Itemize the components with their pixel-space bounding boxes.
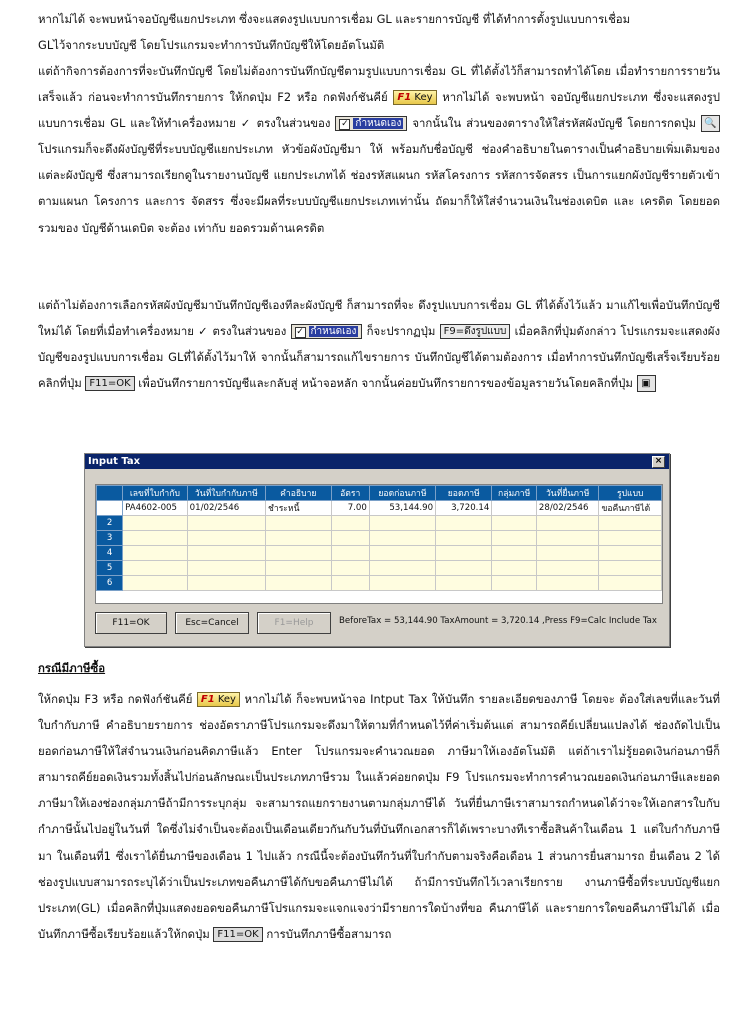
table-cell[interactable] <box>331 576 369 591</box>
text-run: แต่ถ้าไม่ต้องการเลือกรหัสผังบัญชีมาบันทึกบัญชีเองทีละผังบัญชี ก็สามารถที่จะ ดึงรูปแบบการเชื่อม GL ที่ได้ตั้งไว้แล้ว มาแก้ไขเพื่อบันทึกบัญชีใหม่ได้ โดยที่เมื่อทำเครื่องหมาย ✓ ตรงในส่วนของ <box>38 298 720 339</box>
text-run: ก็จะปรากฏปุ่ม <box>366 324 436 339</box>
row-number: 1 <box>97 501 123 516</box>
close-icon[interactable]: × <box>652 456 665 468</box>
table-cell[interactable]: 53,144.90 <box>369 501 435 516</box>
table-cell[interactable] <box>266 516 332 531</box>
table-cell[interactable] <box>187 576 265 591</box>
table-cell[interactable] <box>331 516 369 531</box>
table-cell[interactable]: 01/02/2546 <box>187 501 265 516</box>
table-cell[interactable] <box>536 516 599 531</box>
f11-ok-button-image: F11=OK <box>213 927 262 942</box>
table-cell[interactable] <box>266 546 332 561</box>
column-header: กลุ่มภาษี <box>492 486 537 501</box>
table-cell[interactable] <box>331 531 369 546</box>
table-cell[interactable]: ขอคืนภาษีได้ <box>599 501 662 516</box>
table-cell[interactable] <box>187 546 265 561</box>
table-cell[interactable] <box>123 576 188 591</box>
f1-key-icon: F1 Key <box>197 692 240 707</box>
table-cell[interactable] <box>369 546 435 561</box>
text-run: หากไม่ได้ จะพบหน้า จอบัญชีแยกประเภท ซึ่งจะแสดงรูปแบบการเชื่อม GL และให้ทำเครื่องหมาย ✓ ตรงในส่วนของ <box>38 90 720 131</box>
table-cell[interactable] <box>492 561 537 576</box>
text-line: หากไม่ได้ จะพบหน้าจอบัญชีแยกประเภท ซึ่งจะแสดงรูปแบบการเชื่อม GL และรายการบัญชี ที่ได้ทำการตั้งรูปแบบการเชื่อม <box>38 12 631 26</box>
column-header: วันที่ยื่นภาษี <box>536 486 599 501</box>
lookup-search-icon: 🔍 <box>701 115 720 132</box>
table-row <box>97 576 662 591</box>
tax-table <box>96 485 662 591</box>
table-cell[interactable]: ชำระหนี้ <box>266 501 332 516</box>
text-run: เพื่อบันทึกรายการบัญชีและกลับสู่ หน้าจอหลัก จากนั้นค่อยบันทึกรายการของข้อมูลรายวันโดยคลิกที่ปุ่ม <box>138 376 633 391</box>
text-run: โปรแกรมก็จะดึงผังบัญชีที่ระบบบัญชีแยกประเภท หัวข้อผังบัญชีมา ให้ พร้อมกับชื่อบัญชี ช่องคำอธิบายในตารางเป็นคำอธิบายเพิ่มเติมของแต่ละผังบัญชี ซึ่งสามารถเรียกดูในรายงานบัญชี แยกประเภทได้ ช่องรหัสแผนก รหัสโครงการ รหัสการจัดสรร เป็นการแยกผังบัญชีรายตัวเข้าตามแผนก โครงการ และการ จัดสรร ซึ่งจะมีผลที่ระบบบัญชีแยกประเภทเท่านั้น ถัดมาก็ให้ใส่จำนวนเงินในช่องเดบิต และ เครดิต โดยยอดรวมของ บัญชีด้านเดบิต จะต้อง เท่ากับ ยอดรวมด้านเครดิต <box>38 142 720 235</box>
manual-checkbox-image: ✓ กำหนดเอง <box>291 324 363 339</box>
paragraph-manual-gl <box>38 58 720 241</box>
row-number: 6 <box>97 576 123 591</box>
table-cell[interactable] <box>187 516 265 531</box>
table-cell[interactable] <box>369 516 435 531</box>
table-row <box>97 501 662 516</box>
column-header: คำอธิบาย <box>266 486 332 501</box>
f11-ok-button-image: F11=OK <box>85 376 134 391</box>
row-number: 2 <box>97 516 123 531</box>
table-cell[interactable] <box>536 546 599 561</box>
f1-key-icon: F1 Key <box>393 90 436 105</box>
table-cell[interactable] <box>599 561 662 576</box>
text-run: เมื่อคลิกที่ปุ่มดังกล่าว โปรแกรมจะแสดงผังบัญชีของรูปแบบการเชื่อม GLที่ได้ตั้งไว้มาให้ จากนั้นก็สามารถแก้ไขรายการ บันทึกบัญชีได้ตามต้องการ เมื่อทำการบันทึกบัญชีเสร็จเรียบร้อยคลิกที่ปุ่ม <box>38 324 721 391</box>
help-button[interactable]: F1=Help <box>257 612 331 634</box>
table-cell[interactable] <box>266 531 332 546</box>
table-cell[interactable] <box>599 531 662 546</box>
table-cell[interactable] <box>123 531 188 546</box>
table-cell[interactable] <box>436 561 492 576</box>
table-cell[interactable] <box>436 516 492 531</box>
paragraph-load-template <box>38 292 720 396</box>
table-cell[interactable] <box>369 576 435 591</box>
column-header: รูปแบบ <box>599 486 662 501</box>
table-row <box>97 516 662 531</box>
table-cell[interactable]: 28/02/2546 <box>536 501 599 516</box>
table-row <box>97 546 662 561</box>
column-header: วันที่ใบกำกับภาษี <box>187 486 265 501</box>
status-text: BeforeTax = 53,144.90 TaxAmount = 3,720.14 ,Press F9=Calc Include Tax <box>339 616 658 626</box>
table-row <box>97 561 662 576</box>
table-row <box>97 531 662 546</box>
text-line: GLไว้จากระบบบัญชี โดยโปรแกรมจะทำการบันทึกบัญชีให้โดยอัตโนมัติ <box>38 38 385 53</box>
paragraph-input-tax <box>38 686 720 947</box>
table-cell[interactable] <box>266 561 332 576</box>
text-run: แต่ถ้ากิจการต้องการที่จะบันทึกบัญชี โดยไม่ต้องการบันทึกบัญชีตามรูปแบบการเชื่อม GL ที่ได้ตั้งไว้ก็สามารถทำได้โดย เมื่อทำรายการรายวันเสร็จแล้ว ก่อนจะทำการบันทึกรายการ ให้กดปุ่ม F2 หรือ กดฟังก์ชันคีย์ <box>38 64 720 105</box>
column-header: เลขที่ใบกำกับ <box>123 486 188 501</box>
table-cell[interactable] <box>436 576 492 591</box>
table-cell[interactable] <box>436 546 492 561</box>
table-cell[interactable] <box>599 546 662 561</box>
table-cell[interactable] <box>436 531 492 546</box>
table-cell[interactable] <box>123 561 188 576</box>
manual-checkbox-image: ✓ กำหนดเอง <box>335 116 407 131</box>
text-run: ให้กดปุ่ม F3 หรือ กดฟังก์ชันคีย์ <box>38 692 193 706</box>
section-heading: กรณีมีภาษีซื้อ <box>38 661 106 675</box>
column-header: ยอดภาษี <box>436 486 492 501</box>
table-cell[interactable] <box>536 561 599 576</box>
text-run: หากไม่ได้ ก็จะพบหน้าจอ Intput Tax ให้บันทึก รายละเอียดของภาษี โดยจะ ต้องใส่เลขที่และวันที่ใบกำกับภาษี คำอธิบายรายการ ช่องอัตราภาษีโปรแกรมจะดึงมาให้ตามที่กำหนดไว้ที่ค่าเริ่มต้นแต่ สามารถคีย์เปลี่ยนแปลงได้ ช่องถัดไปเป็นยอดก่อนภาษีให้ใส่จำนวนเงินก่อนคิดภาษีแล้ว Enter โปรแกรมจะคำนวณยอด ภาษีมาให้เองอัตโนมัติ แต่ถ้าเราไม่รู้ยอดเงินก่อนภาษีก็สามารถคีย์ยอดเงินรวมทั้งสิ้นไปก่อนลักษณะเป็นประเภทภาษีรวม ในแล้วค่อยกดปุ่ม F9 โปรแกรมจะทำการคำนวณยอดเงินก่อนภาษีและยอดภาษีมาให้เองช่องกลุ่มภาษีถ้ามีการระบุกลุ่ม จะสามารถแยกรายงานตามกลุ่มภาษีได้ วันที่ยื่นภาษีเราสามารถกำหนดได้ว่าจะให้เอกสารใบกับกำภาษีนั้นไปอยู่ในวันที่ ใดซึ่งไม่จำเป็นจะต้องเป็นเดือนเดียวกันกับวันที่บันทึกเอกสารก็ได้เพราะบางทีเราซื้อสินค้าในเดือน 1 แต่ใบกำกับภาษีมา ในเดือนที่1 ซึ่งเราได้ยื่นภาษีของเดือน 1 ไปแล้ว กรณีนี้จะต้องบันทึกวันที่ใบกำกับตามจริงคือเดือน 1 ส่วนการยื่นสามารถ ยื่นเดือน 2 ได้ ช่องรูปแบบสามารถระบุได้ว่าเป็นประเภทขอคืนภาษีได้กับขอคืนภาษีไม่ได้ ถ้ามีการบันทึกไว้เวลาเรียกราย งานภาษีซื้อที่ระบบบัญชีแยกประเภท(GL) เมื่อคลิกที่ปุ่มแสดงยอดขอคืนภาษีโปรแกรมจะแจกแจงว่ามีรายการใดบ้างที่ขอ คืนภาษีได้ และรายการใดขอคืนภาษีไม่ได้ เมื่อบันทึกภาษีซื้อเรียบร้อยแล้วให้กดปุ่ม <box>38 692 721 941</box>
table-cell[interactable] <box>187 531 265 546</box>
paragraph-gl-intro <box>38 6 720 58</box>
text-run: การบันทึกภาษีซื้อสามารถ <box>266 926 392 941</box>
table-cell[interactable] <box>492 531 537 546</box>
save-disk-icon: ▣ <box>637 375 656 392</box>
cancel-button[interactable]: Esc=Cancel <box>175 612 249 634</box>
dialog-title: Input Tax <box>88 456 141 467</box>
row-number: 4 <box>97 546 123 561</box>
table-cell[interactable] <box>187 561 265 576</box>
row-number: 5 <box>97 561 123 576</box>
table-cell[interactable] <box>492 546 537 561</box>
table-cell[interactable]: PA4602-005 <box>123 501 188 516</box>
table-cell[interactable] <box>123 516 188 531</box>
table-cell[interactable] <box>369 531 435 546</box>
table-cell[interactable] <box>369 561 435 576</box>
tax-grid <box>95 484 663 604</box>
table-cell[interactable] <box>266 576 332 591</box>
table-cell[interactable] <box>536 531 599 546</box>
row-number: 3 <box>97 531 123 546</box>
column-header: อัตรา <box>331 486 369 501</box>
column-header <box>97 486 123 501</box>
input-tax-dialog <box>84 453 670 647</box>
table-cell[interactable] <box>123 546 188 561</box>
column-header: ยอดก่อนภาษี <box>369 486 435 501</box>
table-cell[interactable]: 3,720.14 <box>436 501 492 516</box>
dialog-title-bar <box>85 454 669 469</box>
table-cell[interactable] <box>492 576 537 591</box>
table-cell[interactable] <box>599 516 662 531</box>
text-run: จากนั้นใน ส่วนของตารางให้ใส่รหัสผังบัญชี โดยการกดปุ่ม <box>412 116 697 131</box>
table-cell[interactable]: 7.00 <box>331 501 369 516</box>
ok-button[interactable]: F11=OK <box>95 612 167 634</box>
table-cell[interactable] <box>331 546 369 561</box>
table-cell[interactable] <box>492 501 537 516</box>
table-cell[interactable] <box>599 576 662 591</box>
f9-load-template-button-image: F9=ดึงรูปแบบ <box>440 324 511 339</box>
table-cell[interactable] <box>492 516 537 531</box>
table-cell[interactable] <box>536 576 599 591</box>
table-cell[interactable] <box>331 561 369 576</box>
